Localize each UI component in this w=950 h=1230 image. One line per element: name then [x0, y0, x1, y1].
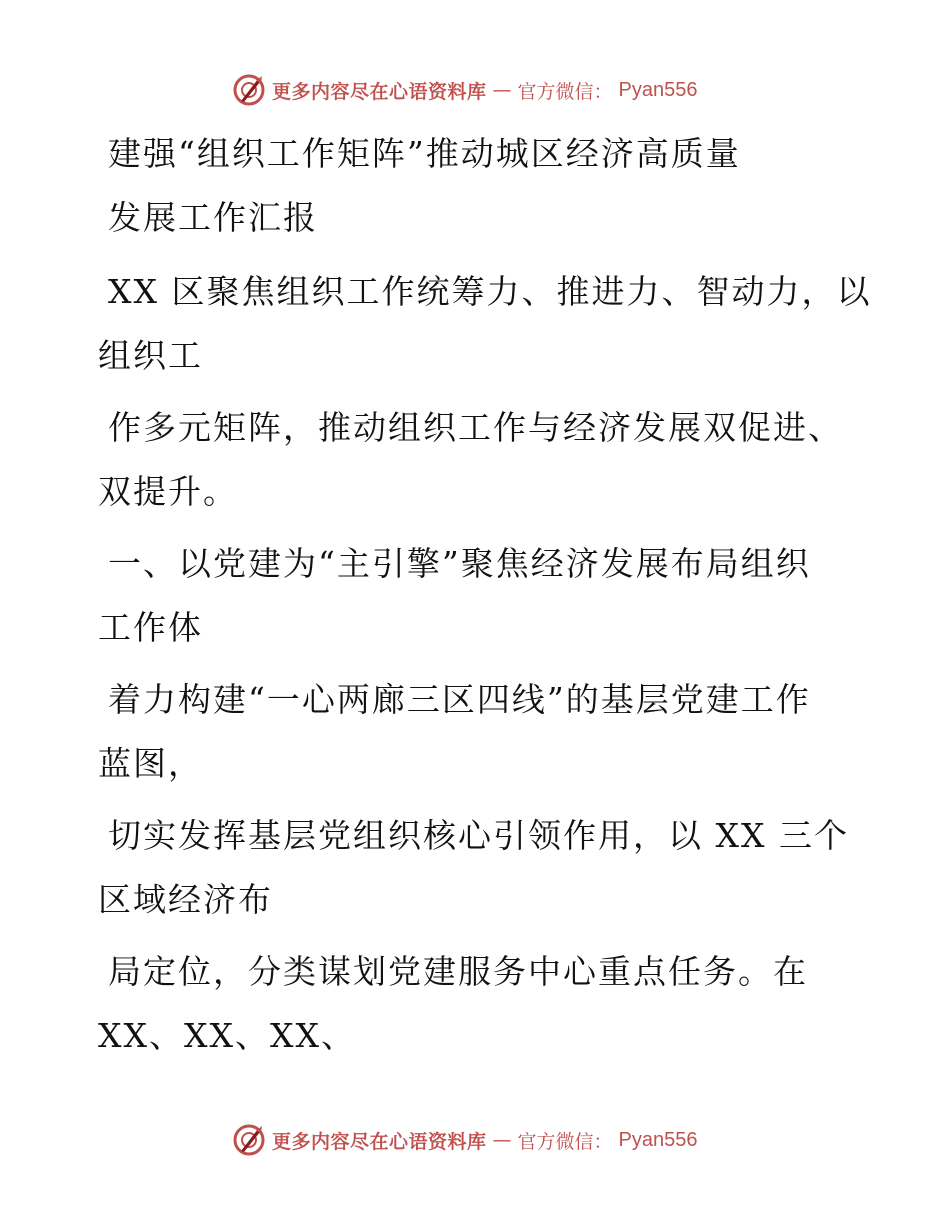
- paragraph-line: XX 区聚焦组织工作统筹力、推进力、智动力，以: [108, 272, 872, 311]
- watermark-site-name: 更多内容尽在心语资料库: [272, 80, 487, 103]
- quill-logo-icon: [232, 73, 266, 107]
- document-title: [98, 122, 858, 250]
- paragraph-line: 区域经济布: [98, 880, 273, 919]
- watermark-site-name: 更多内容尽在心语资料库: [272, 1130, 487, 1153]
- paragraph-3: [98, 668, 858, 796]
- title-line-2: 发展工作汇报: [108, 198, 318, 237]
- paragraph-line: 一、以党建为“主引擎”聚焦经济发展布局组织: [108, 544, 811, 583]
- watermark-wechat-id: Pyan556: [618, 1128, 698, 1151]
- paragraph-line: 工作体: [98, 608, 203, 647]
- paragraph-5: [98, 940, 858, 1068]
- paragraph-2: [98, 396, 858, 524]
- paragraph-line: 组织工: [98, 336, 203, 375]
- paragraph-line: 双提升。: [98, 472, 238, 511]
- watermark-official-label: 官方微信：: [517, 1130, 613, 1153]
- header-watermark: [232, 72, 698, 108]
- document-body: [98, 122, 872, 1068]
- paragraph-line: 切实发挥基层党组织核心引领作用，以 XX 三个: [108, 816, 849, 855]
- section-heading-1: [98, 532, 858, 660]
- watermark-official-label: 官方微信：: [517, 80, 613, 103]
- watermark-separator: —: [492, 79, 512, 101]
- title-line-1: 建强“组织工作矩阵”推动城区经济高质量: [108, 134, 741, 173]
- paragraph-1: [98, 260, 872, 388]
- watermark-separator: —: [492, 1129, 512, 1151]
- paragraph-line: 局定位，分类谋划党建服务中心重点任务。在: [108, 952, 808, 991]
- paragraph-line: 蓝图，: [98, 744, 203, 783]
- footer-watermark: [232, 1122, 698, 1158]
- paragraph-line: XX、XX、XX、: [98, 1016, 356, 1055]
- paragraph-4: [98, 804, 858, 932]
- paragraph-line: 着力构建“一心两廊三区四线”的基层党建工作: [108, 680, 811, 719]
- paragraph-line: 作多元矩阵，推动组织工作与经济发展双促进、: [108, 408, 843, 447]
- watermark-wechat-id: Pyan556: [618, 78, 698, 101]
- quill-logo-icon: [232, 1123, 266, 1157]
